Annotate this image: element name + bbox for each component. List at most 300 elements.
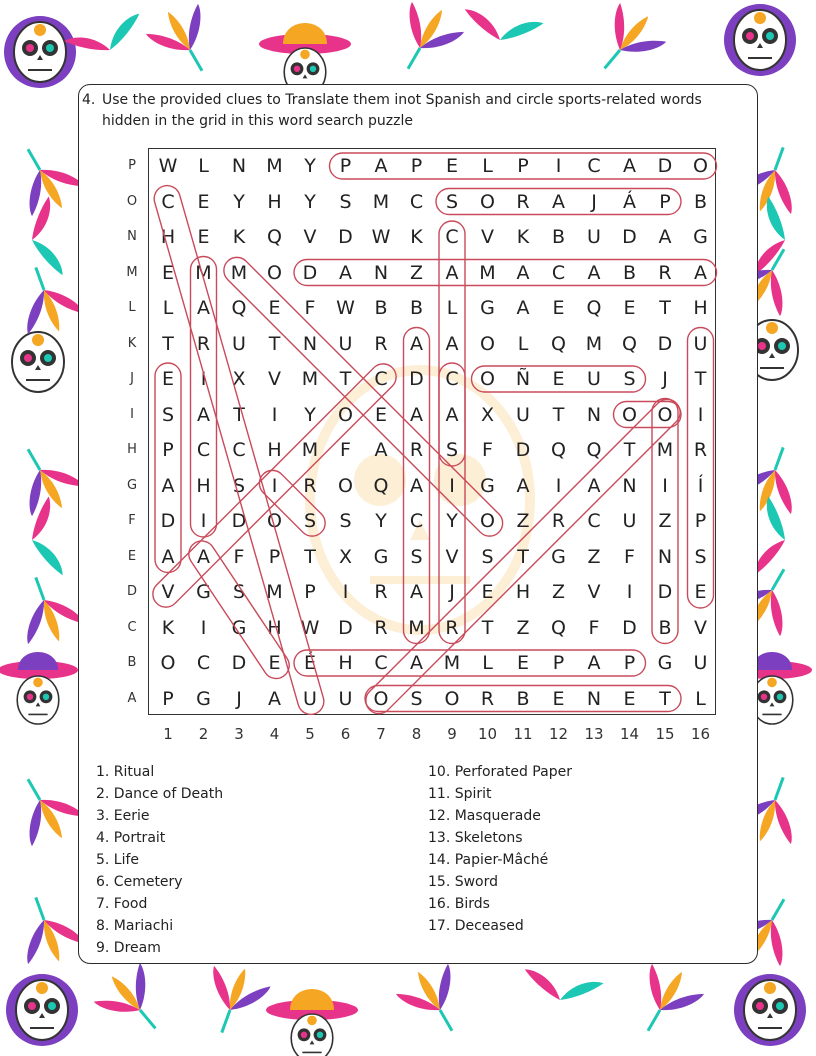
grid-cell[interactable]: K <box>410 226 423 248</box>
grid-cell[interactable]: U <box>338 332 353 355</box>
grid-cell[interactable]: M <box>443 652 461 674</box>
clue-item: 5. Life <box>96 852 140 868</box>
grid-cell[interactable]: S <box>445 190 459 213</box>
grid-cell[interactable]: V <box>303 226 317 248</box>
column-label: 3 <box>234 725 244 743</box>
grid-cell[interactable]: E <box>197 226 210 248</box>
grid-cell[interactable]: G <box>196 687 211 710</box>
grid-cell[interactable]: G <box>480 474 495 497</box>
question-number: 4. <box>82 92 96 108</box>
grid-cell[interactable]: A <box>587 652 601 674</box>
grid-cell[interactable]: J <box>236 687 242 710</box>
grid-cell[interactable]: B <box>693 190 708 213</box>
grid-cell[interactable]: O <box>693 155 708 177</box>
leaf-sprig-icon <box>754 496 792 579</box>
grid-cell[interactable]: S <box>481 545 494 568</box>
sugar-skull-icon <box>12 332 64 392</box>
grid-cell[interactable]: T <box>623 439 636 461</box>
grid-cell[interactable]: Q <box>231 297 247 319</box>
grid-cell[interactable]: A <box>410 474 423 497</box>
grid-cell[interactable]: T <box>233 403 245 426</box>
grid-cell[interactable]: O <box>267 510 282 532</box>
grid-cell[interactable]: T <box>659 297 671 319</box>
grid-cell[interactable]: A <box>516 261 530 284</box>
grid-cell[interactable]: M <box>230 261 248 284</box>
grid-cell[interactable]: Ñ <box>515 368 531 390</box>
grid-cell[interactable]: U <box>693 652 708 674</box>
grid-cell[interactable]: X <box>338 545 353 568</box>
grid-cell[interactable]: E <box>623 297 636 319</box>
grid-cell[interactable]: A <box>623 155 636 177</box>
grid-cell[interactable]: G <box>693 226 708 248</box>
grid-cell[interactable]: A <box>552 190 565 213</box>
grid-cell[interactable]: U <box>587 368 601 390</box>
grid-cell[interactable]: G <box>231 616 247 639</box>
marigold-flower-icon <box>8 567 88 651</box>
grid-cell[interactable]: D <box>409 368 424 390</box>
grid-cell[interactable]: Á <box>623 190 636 213</box>
grid-cell[interactable]: A <box>410 403 423 426</box>
grid-cell[interactable]: E <box>374 403 387 426</box>
grid-cell[interactable]: I <box>200 368 207 390</box>
grid-cell[interactable]: A <box>374 155 388 177</box>
row-label: G <box>126 477 138 493</box>
leaf-sprig-icon <box>64 13 148 63</box>
grid-cell[interactable]: N <box>586 403 602 426</box>
grid-cell[interactable]: K <box>232 226 246 248</box>
grid-cell[interactable]: H <box>160 226 176 248</box>
grid-cell[interactable]: U <box>693 332 708 355</box>
grid-cell[interactable]: I <box>449 474 455 497</box>
grid-cell[interactable]: O <box>480 510 495 532</box>
grid-cell[interactable]: E <box>268 652 281 674</box>
grid-cell[interactable]: P <box>517 155 529 177</box>
grid-cell[interactable]: Z <box>551 581 566 603</box>
grid-cell[interactable]: T <box>552 403 565 426</box>
sombrero-skull-icon <box>0 652 78 724</box>
grid-cell[interactable]: T <box>268 332 281 355</box>
grid-cell[interactable]: V <box>445 545 459 568</box>
grid-cell[interactable]: C <box>587 510 601 532</box>
grid-cell[interactable]: R <box>374 332 388 355</box>
grid-cell[interactable]: M <box>585 332 603 355</box>
grid-cell[interactable]: C <box>196 439 211 461</box>
grid-cell[interactable]: V <box>268 368 281 390</box>
grid-cell[interactable]: D <box>302 261 318 284</box>
grid-cell[interactable]: N <box>373 261 389 284</box>
grid-cell[interactable]: T <box>162 332 174 355</box>
grid-cell[interactable]: H <box>196 474 211 497</box>
grid-cell[interactable]: P <box>162 687 174 710</box>
grid-cell[interactable]: I <box>271 403 278 426</box>
grid-cell[interactable]: Y <box>233 190 245 213</box>
grid-cell[interactable]: W <box>336 297 355 319</box>
grid-cell[interactable]: O <box>622 403 637 426</box>
row-label: M <box>126 264 138 280</box>
grid-cell[interactable]: A <box>410 581 423 603</box>
grid-cell[interactable]: D <box>160 510 176 532</box>
grid-cell[interactable]: A <box>410 652 423 674</box>
grid-cell[interactable]: M <box>479 261 496 284</box>
grid-cell[interactable]: Q <box>586 439 602 461</box>
grid-cell[interactable]: W <box>300 616 320 639</box>
grid-cell[interactable]: Í <box>697 474 704 497</box>
grid-cell[interactable]: S <box>339 190 352 213</box>
grid-cell[interactable]: R <box>303 474 317 497</box>
grid-cell[interactable]: I <box>662 474 668 497</box>
grid-cell[interactable]: M <box>408 616 425 639</box>
grid-cell[interactable]: S <box>694 545 707 568</box>
column-label: 7 <box>376 725 386 743</box>
row-label: L <box>128 300 136 315</box>
grid-cell[interactable]: H <box>267 439 282 461</box>
grid-cell[interactable]: R <box>551 510 566 532</box>
grid-cell[interactable]: T <box>304 545 316 568</box>
grid-cell[interactable]: R <box>516 190 530 213</box>
grid-cell[interactable]: U <box>232 332 246 355</box>
grid-cell[interactable]: R <box>480 687 495 710</box>
grid-cell[interactable]: Y <box>446 510 458 532</box>
grid-cell[interactable]: F <box>588 616 600 639</box>
grid-cell[interactable]: D <box>657 581 673 603</box>
clue-item: 16. Birds <box>428 896 490 912</box>
grid-cell[interactable]: O <box>160 652 176 674</box>
grid-cell[interactable]: O <box>338 474 353 497</box>
grid-cell[interactable]: T <box>517 545 529 568</box>
grid-cell[interactable]: É <box>303 652 316 674</box>
grid-cell[interactable]: A <box>445 403 459 426</box>
grid-cell[interactable]: S <box>303 510 317 532</box>
grid-cell[interactable]: Z <box>516 510 530 532</box>
grid-cell[interactable]: C <box>551 261 566 284</box>
grid-cell[interactable]: M <box>266 155 283 177</box>
grid-cell[interactable]: Q <box>551 439 566 461</box>
grid-cell[interactable]: Y <box>304 190 316 213</box>
grid-cell[interactable]: O <box>480 190 495 213</box>
column-label: 11 <box>513 725 533 743</box>
column-label: 6 <box>340 725 351 743</box>
clue-item: 6. Cemetery <box>96 874 183 890</box>
grid-cell[interactable]: X <box>232 368 246 390</box>
grid-cell[interactable]: F <box>482 439 493 461</box>
grid-cell[interactable]: R <box>374 616 388 639</box>
grid-cell[interactable]: A <box>445 332 459 355</box>
marigold-flower-icon <box>194 958 274 1042</box>
grid-cell[interactable]: M <box>656 439 674 461</box>
grid-cell[interactable]: U <box>516 403 530 426</box>
grid-cell[interactable]: S <box>339 510 352 532</box>
grid-cell[interactable]: C <box>445 226 459 248</box>
grid-cell[interactable]: L <box>482 652 493 674</box>
grid-cell[interactable]: C <box>409 190 424 213</box>
grid-cell[interactable]: O <box>480 332 495 355</box>
column-label: 16 <box>690 725 711 743</box>
grid-cell[interactable]: Y <box>304 403 316 426</box>
grid-cell[interactable]: E <box>161 368 174 390</box>
grid-cell[interactable]: O <box>338 403 353 426</box>
grid-cell[interactable]: H <box>267 190 282 213</box>
marigold-flower-icon <box>89 957 179 1048</box>
grid-cell[interactable]: V <box>481 226 494 248</box>
grid-cell[interactable]: E <box>552 368 565 390</box>
grid-cell[interactable]: R <box>409 439 424 461</box>
grid-cell[interactable]: O <box>373 687 389 710</box>
marigold-flower-icon <box>8 887 88 971</box>
grid-cell[interactable]: M <box>372 190 390 213</box>
grid-cell[interactable]: K <box>516 226 530 248</box>
grid-cell[interactable]: Z <box>516 616 530 639</box>
clue-item: 7. Food <box>96 896 148 912</box>
row-label: A <box>127 690 137 706</box>
grid-cell[interactable]: C <box>409 510 424 532</box>
grid-cell[interactable]: Y <box>304 155 316 177</box>
grid-cell[interactable]: Q <box>267 226 282 248</box>
grid-cell[interactable]: A <box>161 474 175 497</box>
row-label: K <box>127 335 137 351</box>
grid-cell[interactable]: A <box>694 261 707 284</box>
grid-cell[interactable]: A <box>516 474 530 497</box>
sugar-skull-icon <box>734 974 806 1046</box>
marigold-flower-icon <box>622 957 708 1046</box>
grid-cell[interactable]: C <box>374 368 388 390</box>
grid-cell[interactable]: E <box>552 687 565 710</box>
grid-cell[interactable]: P <box>410 155 423 177</box>
grid-cell[interactable]: U <box>622 510 637 532</box>
grid-cell[interactable]: A <box>374 439 388 461</box>
column-label: 13 <box>584 725 604 743</box>
grid-cell[interactable]: S <box>410 687 423 710</box>
grid-cell[interactable]: J <box>662 368 668 390</box>
grid-cell[interactable]: S <box>623 368 636 390</box>
grid-cell[interactable]: L <box>162 297 174 319</box>
row-label: J <box>130 371 134 386</box>
grid-cell[interactable]: H <box>515 581 531 603</box>
grid-cell[interactable]: N <box>657 545 673 568</box>
grid-cell[interactable]: E <box>694 581 707 603</box>
grid-cell[interactable]: C <box>374 652 388 674</box>
grid-cell[interactable]: D <box>657 332 673 355</box>
grid-cell[interactable]: B <box>622 261 637 284</box>
grid-cell[interactable]: S <box>410 545 423 568</box>
grid-cell[interactable]: H <box>267 616 282 639</box>
grid-cell[interactable]: P <box>304 581 316 603</box>
grid-cell[interactable]: E <box>552 297 565 319</box>
grid-cell[interactable]: C <box>161 190 175 213</box>
grid-cell[interactable]: R <box>693 439 708 461</box>
grid-cell[interactable]: G <box>373 545 389 568</box>
marigold-flower-icon <box>382 0 468 84</box>
grid-cell[interactable]: A <box>516 297 530 319</box>
grid-cell[interactable]: Q <box>586 297 602 319</box>
grid-cell[interactable]: A <box>268 687 281 710</box>
grid-cell[interactable]: O <box>480 368 495 390</box>
grid-cell[interactable]: U <box>303 687 317 710</box>
grid-cell[interactable]: N <box>302 332 318 355</box>
row-label: I <box>130 406 134 422</box>
grid-cell[interactable]: U <box>338 687 353 710</box>
grid-cell[interactable]: L <box>517 332 529 355</box>
grid-cell[interactable]: T <box>694 368 707 390</box>
grid-cell[interactable]: C <box>587 155 601 177</box>
grid-cell[interactable]: Q <box>373 474 389 497</box>
grid-cell[interactable]: G <box>196 581 211 603</box>
grid-cell[interactable]: O <box>657 403 673 426</box>
grid-cell[interactable]: W <box>158 155 178 177</box>
grid-cell[interactable]: P <box>162 439 174 461</box>
grid-cell[interactable]: T <box>481 616 494 639</box>
grid-cell[interactable]: R <box>374 581 388 603</box>
grid-cell[interactable]: A <box>445 261 459 284</box>
grid-cell[interactable]: D <box>231 652 247 674</box>
grid-cell[interactable]: P <box>552 652 565 674</box>
grid-cell[interactable]: A <box>658 226 672 248</box>
grid-cell[interactable]: C <box>196 652 211 674</box>
grid-cell[interactable]: E <box>445 155 458 177</box>
grid-cell[interactable]: H <box>693 297 708 319</box>
grid-cell[interactable]: G <box>551 545 566 568</box>
grid-cell[interactable]: E <box>197 190 210 213</box>
grid-cell[interactable]: R <box>445 616 459 639</box>
grid-cell[interactable]: I <box>697 403 704 426</box>
grid-cell[interactable]: I <box>271 474 278 497</box>
grid-cell[interactable]: L <box>446 297 458 319</box>
grid-cell[interactable]: F <box>304 297 316 319</box>
grid-cell[interactable]: L <box>695 687 706 710</box>
grid-cell[interactable]: N <box>622 474 637 497</box>
row-label: C <box>127 619 137 635</box>
grid-cell[interactable]: Q <box>551 616 566 639</box>
column-label: 10 <box>477 725 498 743</box>
grid-cell[interactable]: S <box>232 581 246 603</box>
grid-cell[interactable]: S <box>232 474 246 497</box>
clue-item: 17. Deceased <box>428 918 524 934</box>
grid-cell[interactable]: A <box>197 297 210 319</box>
grid-cell[interactable]: E <box>516 652 529 674</box>
grid-cell[interactable]: P <box>268 545 281 568</box>
clue-item: 12. Masquerade <box>428 808 541 824</box>
grid-cell[interactable]: F <box>624 545 635 568</box>
row-label: N <box>127 229 137 244</box>
grid-cell[interactable]: Q <box>622 332 637 355</box>
grid-cell[interactable]: J <box>591 190 597 213</box>
grid-cell[interactable]: E <box>161 261 174 284</box>
grid-cell[interactable]: D <box>622 226 637 248</box>
grid-cell[interactable]: A <box>197 545 210 568</box>
grid-cell[interactable]: S <box>445 439 459 461</box>
grid-cell[interactable]: I <box>626 581 633 603</box>
row-label: D <box>126 584 137 599</box>
grid-cell[interactable]: E <box>623 687 636 710</box>
grid-cell[interactable]: K <box>161 616 175 639</box>
grid-cell[interactable]: I <box>342 581 349 603</box>
grid-cell[interactable]: C <box>445 368 459 390</box>
grid-cell[interactable]: B <box>409 297 424 319</box>
grid-cell[interactable]: Z <box>658 510 672 532</box>
grid-cell[interactable]: P <box>694 510 707 532</box>
grid-cell[interactable]: R <box>196 332 211 355</box>
grid-cell[interactable]: A <box>197 403 210 426</box>
sugar-skull-icon <box>4 16 76 88</box>
instructions-text: Use the provided clues to Translate them inot Spanish and circle sports-related words hidden in the grid in this word search puzzle <box>102 92 702 129</box>
grid-cell[interactable]: T <box>659 687 671 710</box>
grid-cell[interactable]: E <box>481 581 494 603</box>
grid-cell[interactable]: F <box>340 439 351 461</box>
grid-cell[interactable]: E <box>268 297 281 319</box>
grid-cell[interactable]: C <box>232 439 246 461</box>
grid-cell[interactable]: A <box>410 332 423 355</box>
grid-cell[interactable]: G <box>480 297 495 319</box>
row-label: H <box>127 442 137 457</box>
grid-cell[interactable]: N <box>586 687 602 710</box>
grid-cell[interactable]: I <box>555 474 562 497</box>
grid-cell[interactable]: R <box>658 261 672 284</box>
clue-item: 13. Skeletons <box>428 830 523 846</box>
grid-cell[interactable]: P <box>623 652 636 674</box>
marigold-flower-icon <box>392 957 478 1046</box>
grid-cell[interactable]: M <box>301 439 319 461</box>
grid-cell[interactable]: X <box>480 403 495 426</box>
grid-cell[interactable]: M <box>266 581 283 603</box>
grid-cell[interactable]: N <box>231 155 247 177</box>
grid-cell[interactable]: I <box>555 155 562 177</box>
grid-cell[interactable]: T <box>339 368 352 390</box>
grid-cell[interactable]: B <box>516 687 530 710</box>
grid-cell[interactable]: M <box>301 368 319 390</box>
grid-cell[interactable]: B <box>551 226 566 248</box>
clue-item: 9. Dream <box>96 940 161 956</box>
grid-cell[interactable]: V <box>694 616 707 639</box>
grid-cell[interactable]: Q <box>551 332 566 355</box>
grid-cell[interactable]: A <box>161 545 175 568</box>
grid-cell[interactable]: D <box>622 616 637 639</box>
grid-cell[interactable]: H <box>338 652 353 674</box>
grid-cell[interactable]: P <box>659 190 671 213</box>
grid-cell[interactable]: I <box>200 510 207 532</box>
grid-cell[interactable]: G <box>657 652 673 674</box>
grid-cell[interactable]: Y <box>375 510 387 532</box>
grid-cell[interactable]: L <box>198 155 209 177</box>
grid-cell[interactable]: V <box>587 581 601 603</box>
grid-cell[interactable]: D <box>657 155 673 177</box>
sugar-skull-icon <box>724 4 796 76</box>
grid-cell[interactable]: A <box>587 474 601 497</box>
grid-cell[interactable]: D <box>515 439 531 461</box>
grid-cell[interactable]: U <box>587 226 601 248</box>
grid-cell[interactable]: L <box>482 155 493 177</box>
grid-cell[interactable]: Z <box>587 545 601 568</box>
grid-cell[interactable]: V <box>161 581 175 603</box>
row-label: F <box>128 513 136 528</box>
grid-cell[interactable]: D <box>231 510 247 532</box>
grid-cell[interactable]: O <box>267 261 282 284</box>
grid-cell[interactable]: D <box>338 226 353 248</box>
grid-cell[interactable]: I <box>200 616 207 639</box>
grid-cell[interactable]: F <box>233 545 245 568</box>
grid-cell[interactable]: Z <box>409 261 424 284</box>
grid-cell[interactable]: D <box>338 616 353 639</box>
grid-cell[interactable]: B <box>658 616 672 639</box>
grid-cell[interactable]: O <box>444 687 460 710</box>
clue-item: 4. Portrait <box>96 830 166 846</box>
grid-cell[interactable]: W <box>371 226 391 248</box>
grid-cell[interactable]: B <box>374 297 388 319</box>
grid-cell[interactable]: J <box>449 581 455 603</box>
grid-cell[interactable]: P <box>339 155 352 177</box>
grid-cell[interactable]: A <box>339 261 352 284</box>
grid-cell[interactable]: A <box>587 261 601 284</box>
grid-cell[interactable]: M <box>195 261 212 284</box>
grid-cell[interactable]: S <box>161 403 175 426</box>
